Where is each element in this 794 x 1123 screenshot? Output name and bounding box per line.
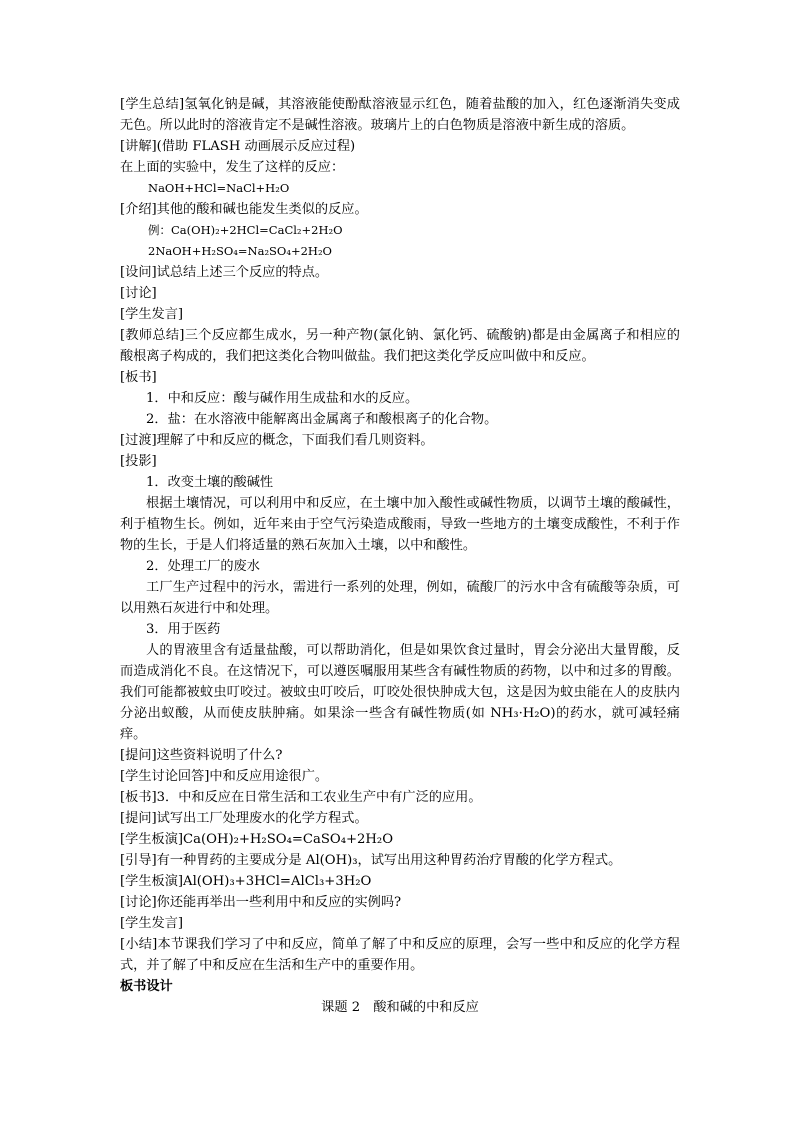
board-item-3: [板书]3．中和反应在日常生活和工农业生产中有广泛的应用。 <box>120 790 482 805</box>
question-materials: [提问]这些资料说明了什么? <box>120 748 283 763</box>
document-page <box>120 94 680 1018</box>
student-speech-label-2: [学生发言] <box>120 916 184 931</box>
material-1-body: 根据土壤情况，可以利用中和反应，在土壤中加入酸性或碱性物质，以调节土壤的酸碱性，利于植物生长。例如，近年来由于空气污染造成酸雨，导致一些地方的土壤变成酸性，不利于作物的生长，于是人们将适量的熟石灰加入土壤，以中和酸性。 <box>120 496 680 553</box>
teacher-summary: [教师总结]三个反应都生成水，另一种产物(氯化钠、氯化钙、硫酸钠)都是由金属离子和相应的酸根离子构成的，我们把这类化合物叫做盐。我们把这类化学反应叫做中和反应。 <box>120 328 680 364</box>
material-2-title: 2．处理工厂的废水 <box>146 559 260 574</box>
board-item-1: 1．中和反应：酸与碱作用生成盐和水的反应。 <box>146 391 419 406</box>
explanation-line: [讲解](借助 FLASH 动画展示反应过程) <box>120 139 356 154</box>
question-wastewater: [提问]试写出工厂处理废水的化学方程式。 <box>120 811 368 826</box>
student-speech-label: [学生发言] <box>120 307 184 322</box>
lesson-summary: [小结]本节课我们学习了中和反应，简单了解了中和反应的原理，会写一些中和反应的化学方程式，并了解了中和反应在生活和生产中的重要作用。 <box>120 937 680 973</box>
question-line: [设问]试总结上述三个反应的特点。 <box>120 265 329 280</box>
board-item-2: 2．盐：在水溶液中能解离出金属离子和酸根离子的化合物。 <box>146 412 498 427</box>
material-3-body: 人的胃液里含有适量盐酸，可以帮助消化，但是如果饮食过量时，胃会分泌出大量胃酸，反而造成消化不良。在这情况下，可以遵医嘱服用某些含有碱性物质的药物，以中和过多的胃酸。我们可能都被蚊虫叮咬过。被蚊虫叮咬后，叮咬处很快肿成大包，这是因为蚊虫能在人的皮肤内分泌出蚁酸，从而使皮肤肿痛。如果涂一些含有碱性物质(如 NH₃·H₂O)的药水，就可减轻痛痒。 <box>120 643 680 742</box>
equation-naoh-h2so4: 2NaOH+H₂SO₄=Na₂SO₄+2H₂O <box>148 244 332 258</box>
student-board-1: [学生板演]Ca(OH)₂+H₂SO₄=CaSO₄+2H₂O <box>120 832 394 847</box>
equation-naoh-hcl: NaOH+HCl=NaCl+H₂O <box>148 181 290 195</box>
discussion-label: [讨论] <box>120 286 157 301</box>
material-3-title: 3．用于医药 <box>146 622 221 637</box>
lesson-title: 课题 2 酸和碱的中和反应 <box>321 1000 479 1015</box>
student-board-2: [学生板演]Al(OH)₃+3HCl=AlCl₃+3H₂O <box>120 874 372 889</box>
guide-line: [引导]有一种胃药的主要成分是 Al(OH)₃，试写出用这种胃药治疗胃酸的化学方程式。 <box>120 853 622 868</box>
material-1-title: 1．改变土壤的酸碱性 <box>146 475 274 490</box>
board-design-heading: 板书设计 <box>120 979 173 994</box>
student-answer: [学生讨论回答]中和反应用途很广。 <box>120 769 329 784</box>
transition-line: [过渡]理解了中和反应的概念，下面我们看几则资料。 <box>120 433 434 448</box>
blackboard-label: [板书] <box>120 370 157 385</box>
reaction-intro: 在上面的实验中，发生了这样的反应： <box>120 160 345 175</box>
student-summary: [学生总结]氢氧化钠是碱，其溶液能使酚酞溶液显示红色，随着盐酸的加入，红色逐渐消失变成无色。所以此时的溶液肯定不是碱性溶液。玻璃片上的白色物质是溶液中新生成的溶质。 <box>120 97 680 133</box>
equation-caoh2-hcl: 例：Ca(OH)₂+2HCl=CaCl₂+2H₂O <box>148 223 343 237</box>
material-2-body: 工厂生产过程中的污水，需进行一系列的处理，例如，硫酸厂的污水中含有硫酸等杂质，可以用熟石灰进行中和处理。 <box>120 580 680 616</box>
discussion-examples: [讨论]你还能再举出一些利用中和反应的实例吗? <box>120 895 402 910</box>
introduction-line: [介绍]其他的酸和碱也能发生类似的反应。 <box>120 202 368 217</box>
projection-label: [投影] <box>120 454 157 469</box>
